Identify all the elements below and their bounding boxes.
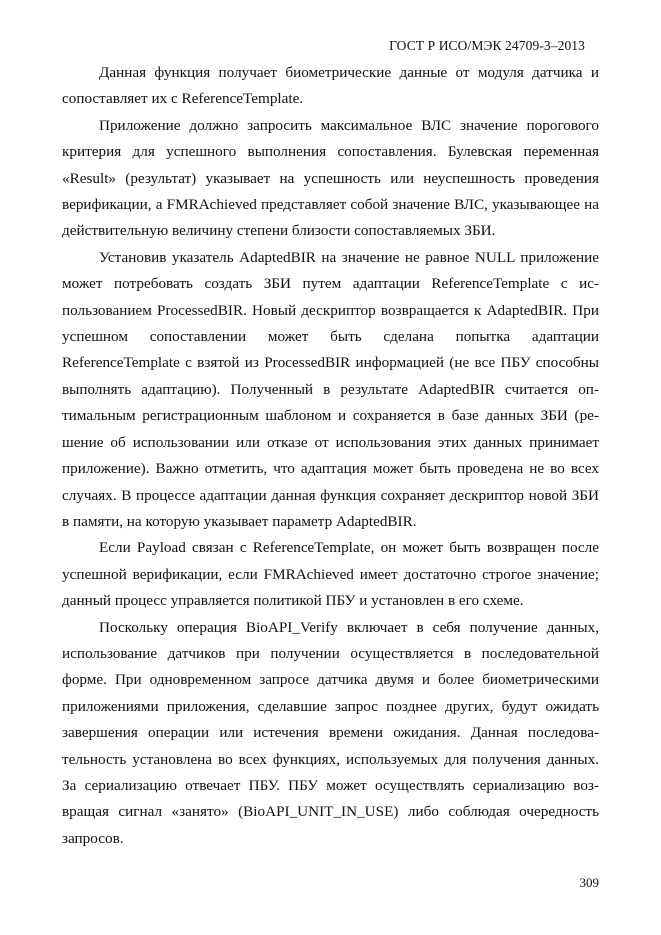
paragraph-adapted-bir: Установив указатель AdaptedBIR на значение не равное NULL приложение может потребовать создать ЗБИ путем адаптации ReferenceTemplate с использованием ProcessedBIR. Новый дескриптор возвращается к AdaptedBIR. При успешном сопоставлении может быть сделана попытка адаптации ReferenceTemplate с взятой из ProcessedBIR информацией (не все ПБУ способны выполнять адаптацию). Полученный в результате AdaptedBIR считается оптимальным регистрационным шаблоном и сохраняется в базе данных ЗБИ (решение об использовании или отказе от использования этих данных принимает приложение). Важно отметить, что адаптация может быть проведена не во всех случаях. В процессе адаптации данная функция сохраняет дескриптор новой ЗБИ в памяти, на которую указывает параметр AdaptedBIR. — [62, 248, 599, 530]
paragraph-threshold-criteria: Приложение должно запросить максимальное ВЛС значение порогового критерия для успешного выполнения сопоставления. Булевская переменная «Result» (результат) указывает на успешность или неуспешность проведения верификации, а FMRAchieved представляет собой значение ВЛС, указывающее на действительную величину степени близости сопоставляемых ЗБИ. — [62, 116, 599, 240]
document-header: ГОСТ Р ИСО/МЭК 24709-3–2013 — [389, 38, 585, 53]
paragraph-payload: Если Payload связан с ReferenceTemplate, он может быть возвращен после успешной верификации, если FMRAchieved имеет достаточно строгое значение; данный процесс управляется политикой ПБУ и установлен в его схеме. — [62, 539, 599, 610]
paragraph-serialization: Поскольку операция BioAPI_Verify включает в себя получение данных, использование датчиков при получении осуществляется в последовательной форме. При одновременном запросе датчика двумя и более биометрическими приложениями приложения, сделавшие запрос позднее других, будут ожидать завершения операции или истечения времени ожидания. Данная последовательность установлена во всех функциях, используемых для получения данных. За сериализацию отвечает ПБУ. ПБУ может осуществлять сериализацию возвращая сигнал «занято» (BioAPI_UNIT_IN_USE) либо соблюдая очередность запросов. — [62, 618, 599, 847]
document-body — [62, 60, 599, 852]
page-number: 309 — [579, 875, 599, 890]
paragraph-function-description: Данная функция получает биометрические данные от модуля датчика и сопоставляет их с ReferenceTemplate. — [62, 64, 599, 108]
